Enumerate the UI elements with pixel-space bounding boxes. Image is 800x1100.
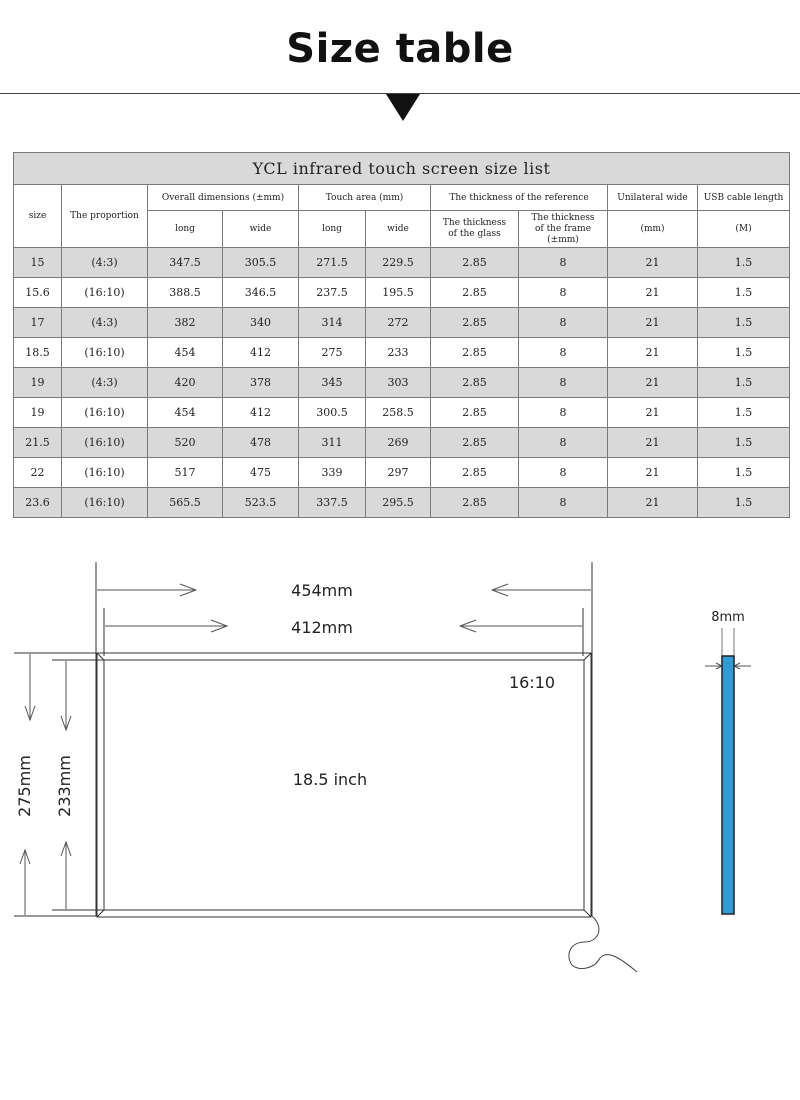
header-overall-dimensions: Overall dimensions (±mm) [148,185,299,211]
cell-overall-wide: 305.5 [223,248,299,278]
cell-size: 23.6 [14,488,62,518]
inner-height-label: 233mm [55,755,74,817]
cell-unilateral: 21 [608,308,698,338]
cell-touch-long: 300.5 [299,398,366,428]
cell-overall-long: 347.5 [148,248,223,278]
header-touch-area: Touch area (mm) [299,185,431,211]
page-title: Size table [286,26,514,72]
cell-overall-long: 388.5 [148,278,223,308]
cell-glass: 2.85 [431,368,519,398]
cell-overall-wide: 378 [223,368,299,398]
aspect-ratio-label: 16:10 [508,673,556,692]
table-caption: YCL infrared touch screen size list [14,153,790,185]
cell-size: 15 [14,248,62,278]
cell-unilateral: 21 [608,458,698,488]
cell-usb: 1.5 [698,308,790,338]
cell-proportion: (16:10) [62,458,148,488]
cell-overall-long: 517 [148,458,223,488]
cell-usb: 1.5 [698,428,790,458]
cell-touch-wide: 303 [366,368,431,398]
table-row [14,458,790,488]
table-row [14,248,790,278]
cell-touch-wide: 229.5 [366,248,431,278]
cell-size: 19 [14,398,62,428]
cell-proportion: (16:10) [62,428,148,458]
header-usb-unit: (M) [698,211,790,248]
cell-frame: 8 [519,308,608,338]
header-glass-thickness [431,211,519,248]
cell-overall-wide: 475 [223,458,299,488]
cell-touch-wide: 272 [366,308,431,338]
cell-touch-wide: 258.5 [366,398,431,428]
cell-usb: 1.5 [698,458,790,488]
cell-frame: 8 [519,458,608,488]
table-row [14,488,790,518]
inner-width-label: 412mm [291,618,353,637]
usb-cable-icon [569,916,637,972]
cell-glass: 2.85 [431,428,519,458]
cell-overall-long: 520 [148,428,223,458]
cell-touch-long: 345 [299,368,366,398]
header-unilateral-unit: (mm) [608,211,698,248]
header-frame-line2: of the frame [534,223,592,234]
cell-unilateral: 21 [608,368,698,398]
cell-usb: 1.5 [698,338,790,368]
header-frame-thickness [519,211,608,248]
table-row [14,338,790,368]
cell-touch-long: 275 [299,338,366,368]
header-thickness-reference: The thickness of the reference [431,185,608,211]
cell-touch-wide: 269 [366,428,431,458]
outer-height-label: 275mm [15,755,34,817]
cell-overall-long: 454 [148,398,223,428]
cell-frame: 8 [519,248,608,278]
cell-overall-long: 420 [148,368,223,398]
cell-touch-long: 339 [299,458,366,488]
header-touch-long: long [299,211,366,248]
cell-overall-wide: 346.5 [223,278,299,308]
cell-size: 21.5 [14,428,62,458]
cell-usb: 1.5 [698,488,790,518]
cell-overall-wide: 412 [223,398,299,428]
header-frame-line3: (±mm) [547,234,579,245]
cell-frame: 8 [519,398,608,428]
cell-frame: 8 [519,488,608,518]
cell-usb: 1.5 [698,278,790,308]
cell-unilateral: 21 [608,428,698,458]
header-glass-line1: The thickness [442,218,507,228]
cell-glass: 2.85 [431,458,519,488]
table-row [14,308,790,338]
cell-frame: 8 [519,278,608,308]
cell-size: 18.5 [14,338,62,368]
size-table [13,152,790,518]
cell-overall-long: 382 [148,308,223,338]
cell-overall-long: 565.5 [148,488,223,518]
header-unilateral-wide: Unilateral wide [608,185,698,211]
cell-touch-wide: 233 [366,338,431,368]
header-usb-cable-length: USB cable length [698,185,790,211]
cell-glass: 2.85 [431,398,519,428]
cell-proportion: (4:3) [62,368,148,398]
header-overall-wide: wide [223,211,299,248]
table-row [14,428,790,458]
cell-unilateral: 21 [608,278,698,308]
cell-overall-long: 454 [148,338,223,368]
cell-usb: 1.5 [698,398,790,428]
cell-touch-long: 311 [299,428,366,458]
cell-touch-long: 314 [299,308,366,338]
cell-unilateral: 21 [608,398,698,428]
cell-frame: 8 [519,428,608,458]
cell-proportion: (4:3) [62,248,148,278]
cell-touch-wide: 295.5 [366,488,431,518]
cell-proportion: (16:10) [62,398,148,428]
header-size: size [14,185,62,248]
cell-proportion: (16:10) [62,488,148,518]
cell-proportion: (16:10) [62,338,148,368]
header-glass-line2: of the glass [448,229,501,239]
side-profile-bar [722,656,734,914]
cell-size: 15.6 [14,278,62,308]
cell-overall-wide: 478 [223,428,299,458]
header-proportion: The proportion [62,185,148,248]
cell-proportion: (16:10) [62,278,148,308]
cell-usb: 1.5 [698,248,790,278]
header-frame-line1: The thickness [531,212,595,223]
header-overall-long: long [148,211,223,248]
outer-width-label: 454mm [291,581,353,600]
cell-overall-wide: 340 [223,308,299,338]
cell-touch-long: 271.5 [299,248,366,278]
cell-glass: 2.85 [431,338,519,368]
table-row [14,368,790,398]
cell-glass: 2.85 [431,488,519,518]
frame-thickness-label: 8mm [711,610,745,625]
cell-overall-wide: 523.5 [223,488,299,518]
cell-touch-long: 337.5 [299,488,366,518]
cell-touch-long: 237.5 [299,278,366,308]
cell-unilateral: 21 [608,338,698,368]
table-row [14,278,790,308]
cell-usb: 1.5 [698,368,790,398]
cell-proportion: (4:3) [62,308,148,338]
table-row [14,398,790,428]
header-touch-wide: wide [366,211,431,248]
cell-glass: 2.85 [431,248,519,278]
cell-glass: 2.85 [431,278,519,308]
screen-size-label: 18.5 inch [292,770,368,789]
screen-dimension-diagram [0,540,800,1040]
cell-frame: 8 [519,368,608,398]
down-triangle-icon [386,94,420,121]
cell-overall-wide: 412 [223,338,299,368]
cell-touch-wide: 297 [366,458,431,488]
cell-unilateral: 21 [608,488,698,518]
cell-size: 17 [14,308,62,338]
cell-size: 22 [14,458,62,488]
cell-frame: 8 [519,338,608,368]
cell-touch-wide: 195.5 [366,278,431,308]
cell-unilateral: 21 [608,248,698,278]
cell-size: 19 [14,368,62,398]
cell-glass: 2.85 [431,308,519,338]
